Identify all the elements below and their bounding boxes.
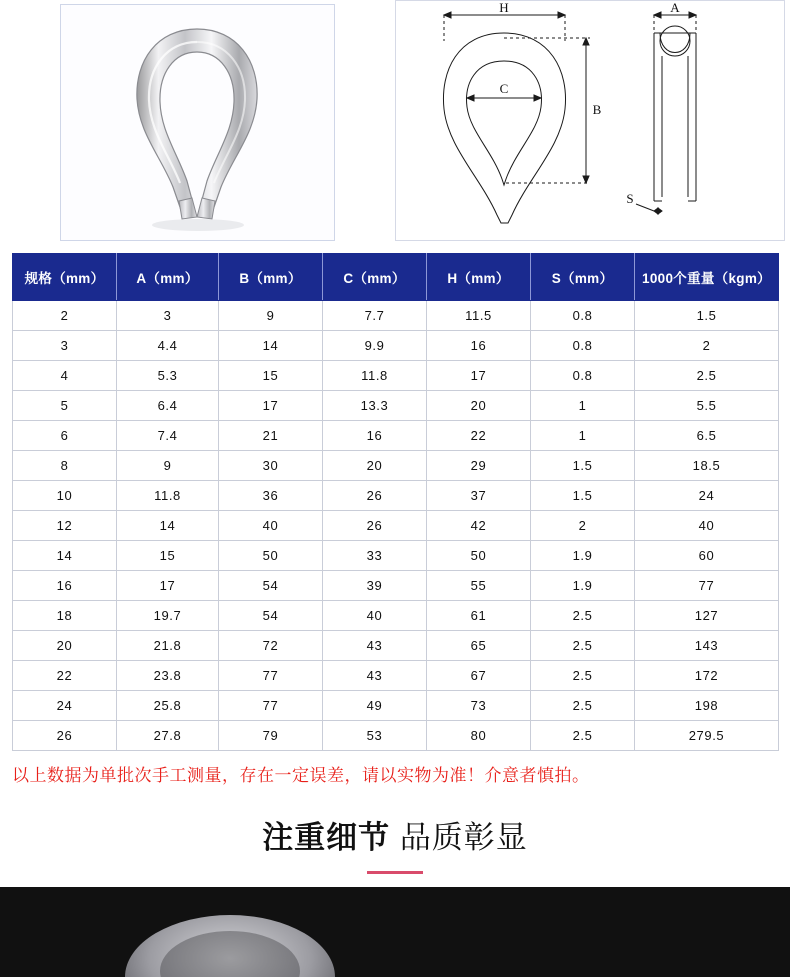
table-cell: 14 [13, 541, 117, 571]
table-cell: 40 [323, 601, 427, 631]
table-row [13, 481, 779, 511]
table-cell: 16 [13, 571, 117, 601]
table-cell: 24 [13, 691, 117, 721]
table-row [13, 661, 779, 691]
table-header-cell-h: H（mm） [427, 254, 531, 301]
table-cell: 0.8 [531, 361, 635, 391]
table-cell: 11.5 [427, 301, 531, 331]
table-cell: 20 [323, 451, 427, 481]
table-cell: 40 [635, 511, 779, 541]
table-cell: 2.5 [531, 661, 635, 691]
table-cell: 4.4 [117, 331, 219, 361]
table-cell: 2 [635, 331, 779, 361]
table-cell: 14 [117, 511, 219, 541]
table-cell: 77 [635, 571, 779, 601]
diagram-label-c: C [499, 81, 509, 96]
table-cell: 27.8 [117, 721, 219, 751]
table-header-row [13, 254, 779, 301]
thimble-photo-icon [61, 5, 334, 240]
table-cell: 36 [219, 481, 323, 511]
table-cell: 1.5 [531, 481, 635, 511]
table-cell: 19.7 [117, 601, 219, 631]
table-cell: 6.5 [635, 421, 779, 451]
product-photo-frame [60, 4, 335, 241]
table-cell: 9.9 [323, 331, 427, 361]
table-cell: 14 [219, 331, 323, 361]
table-row [13, 421, 779, 451]
table-cell: 50 [219, 541, 323, 571]
table-cell: 53 [323, 721, 427, 751]
table-cell: 37 [427, 481, 531, 511]
table-cell: 43 [323, 631, 427, 661]
diagram-label-b: B [592, 102, 602, 117]
table-cell: 5.3 [117, 361, 219, 391]
table-cell: 12 [13, 511, 117, 541]
table-cell: 67 [427, 661, 531, 691]
table-cell: 50 [427, 541, 531, 571]
spec-table-wrap [12, 253, 778, 751]
slogan-bold-text: 注重细节 [262, 820, 391, 855]
table-cell: 73 [427, 691, 531, 721]
table-cell: 25.8 [117, 691, 219, 721]
table-cell: 2.5 [531, 601, 635, 631]
table-row [13, 451, 779, 481]
table-cell: 65 [427, 631, 531, 661]
table-cell: 21 [219, 421, 323, 451]
table-cell: 4 [13, 361, 117, 391]
thimble-dimension-diagram-icon [396, 1, 786, 242]
table-row [13, 631, 779, 661]
table-cell: 1.9 [531, 541, 635, 571]
table-cell: 33 [323, 541, 427, 571]
table-cell: 2 [13, 301, 117, 331]
table-cell: 80 [427, 721, 531, 751]
diagram-label-h: H [499, 1, 509, 15]
table-cell: 6 [13, 421, 117, 451]
table-cell: 72 [219, 631, 323, 661]
spec-table [12, 253, 779, 751]
table-cell: 2.5 [531, 691, 635, 721]
table-cell: 30 [219, 451, 323, 481]
table-cell: 127 [635, 601, 779, 631]
table-cell: 79 [219, 721, 323, 751]
table-cell: 49 [323, 691, 427, 721]
table-header-cell-a: A（mm） [117, 254, 219, 301]
table-row [13, 301, 779, 331]
table-cell: 13.3 [323, 391, 427, 421]
technical-drawing-frame [395, 0, 785, 241]
table-cell: 1.5 [635, 301, 779, 331]
table-row [13, 391, 779, 421]
table-header-cell-b: B（mm） [219, 254, 323, 301]
table-cell: 24 [635, 481, 779, 511]
table-cell: 1 [531, 391, 635, 421]
table-cell: 20 [427, 391, 531, 421]
table-cell: 26 [323, 511, 427, 541]
table-cell: 55 [427, 571, 531, 601]
table-cell: 17 [427, 361, 531, 391]
table-cell: 2.5 [635, 361, 779, 391]
table-cell: 11.8 [117, 481, 219, 511]
table-cell: 279.5 [635, 721, 779, 751]
table-cell: 60 [635, 541, 779, 571]
table-cell: 23.8 [117, 661, 219, 691]
spec-table-body [13, 301, 779, 751]
table-cell: 18 [13, 601, 117, 631]
table-row [13, 571, 779, 601]
table-row [13, 721, 779, 751]
table-cell: 3 [13, 331, 117, 361]
table-cell: 2.5 [531, 631, 635, 661]
table-cell: 16 [427, 331, 531, 361]
table-cell: 9 [219, 301, 323, 331]
table-cell: 0.8 [531, 301, 635, 331]
table-cell: 26 [13, 721, 117, 751]
diagram-label-a: A [670, 1, 680, 15]
table-row [13, 511, 779, 541]
table-cell: 43 [323, 661, 427, 691]
table-cell: 1.9 [531, 571, 635, 601]
table-header-cell-c: C（mm） [323, 254, 427, 301]
table-cell: 6.4 [117, 391, 219, 421]
table-cell: 18.5 [635, 451, 779, 481]
diagram-label-s: S [626, 191, 634, 206]
table-cell: 5.5 [635, 391, 779, 421]
table-cell: 77 [219, 661, 323, 691]
table-cell: 40 [219, 511, 323, 541]
table-row [13, 541, 779, 571]
table-cell: 22 [427, 421, 531, 451]
table-cell: 16 [323, 421, 427, 451]
technical-drawing-pane [395, 0, 790, 245]
table-header-cell-weight: 1000个重量（kgm） [635, 254, 779, 301]
table-cell: 10 [13, 481, 117, 511]
table-cell: 29 [427, 451, 531, 481]
bottom-dark-banner [0, 887, 790, 977]
table-cell: 172 [635, 661, 779, 691]
table-cell: 8 [13, 451, 117, 481]
table-cell: 9 [117, 451, 219, 481]
table-cell: 61 [427, 601, 531, 631]
table-header-cell-s: S（mm） [531, 254, 635, 301]
measurement-disclaimer: 以上数据为单批次手工测量，存在一定误差，请以实物为准！介意者慎拍。 [12, 766, 590, 785]
table-row [13, 331, 779, 361]
table-cell: 0.8 [531, 331, 635, 361]
table-row [13, 601, 779, 631]
table-cell: 1 [531, 421, 635, 451]
slogan-light-text: 品质彰显 [399, 820, 528, 855]
table-cell: 26 [323, 481, 427, 511]
slogan-divider [367, 871, 423, 874]
table-cell: 17 [117, 571, 219, 601]
table-cell: 15 [117, 541, 219, 571]
table-cell: 15 [219, 361, 323, 391]
table-header-cell-spec: 规格（mm） [13, 254, 117, 301]
table-cell: 11.8 [323, 361, 427, 391]
table-cell: 22 [13, 661, 117, 691]
bottom-product-photo-icon [120, 907, 340, 977]
table-cell: 3 [117, 301, 219, 331]
table-cell: 7.4 [117, 421, 219, 451]
table-row [13, 691, 779, 721]
table-cell: 1.5 [531, 451, 635, 481]
table-cell: 2.5 [531, 721, 635, 751]
table-cell: 77 [219, 691, 323, 721]
table-cell: 21.8 [117, 631, 219, 661]
table-cell: 39 [323, 571, 427, 601]
table-cell: 54 [219, 601, 323, 631]
table-cell: 20 [13, 631, 117, 661]
table-cell: 42 [427, 511, 531, 541]
slogan-main [0, 812, 790, 857]
table-cell: 143 [635, 631, 779, 661]
product-photo-pane [0, 0, 395, 245]
top-image-section [0, 0, 790, 245]
table-cell: 198 [635, 691, 779, 721]
table-cell: 2 [531, 511, 635, 541]
table-cell: 17 [219, 391, 323, 421]
table-row [13, 361, 779, 391]
table-cell: 54 [219, 571, 323, 601]
table-cell: 7.7 [323, 301, 427, 331]
table-cell: 5 [13, 391, 117, 421]
